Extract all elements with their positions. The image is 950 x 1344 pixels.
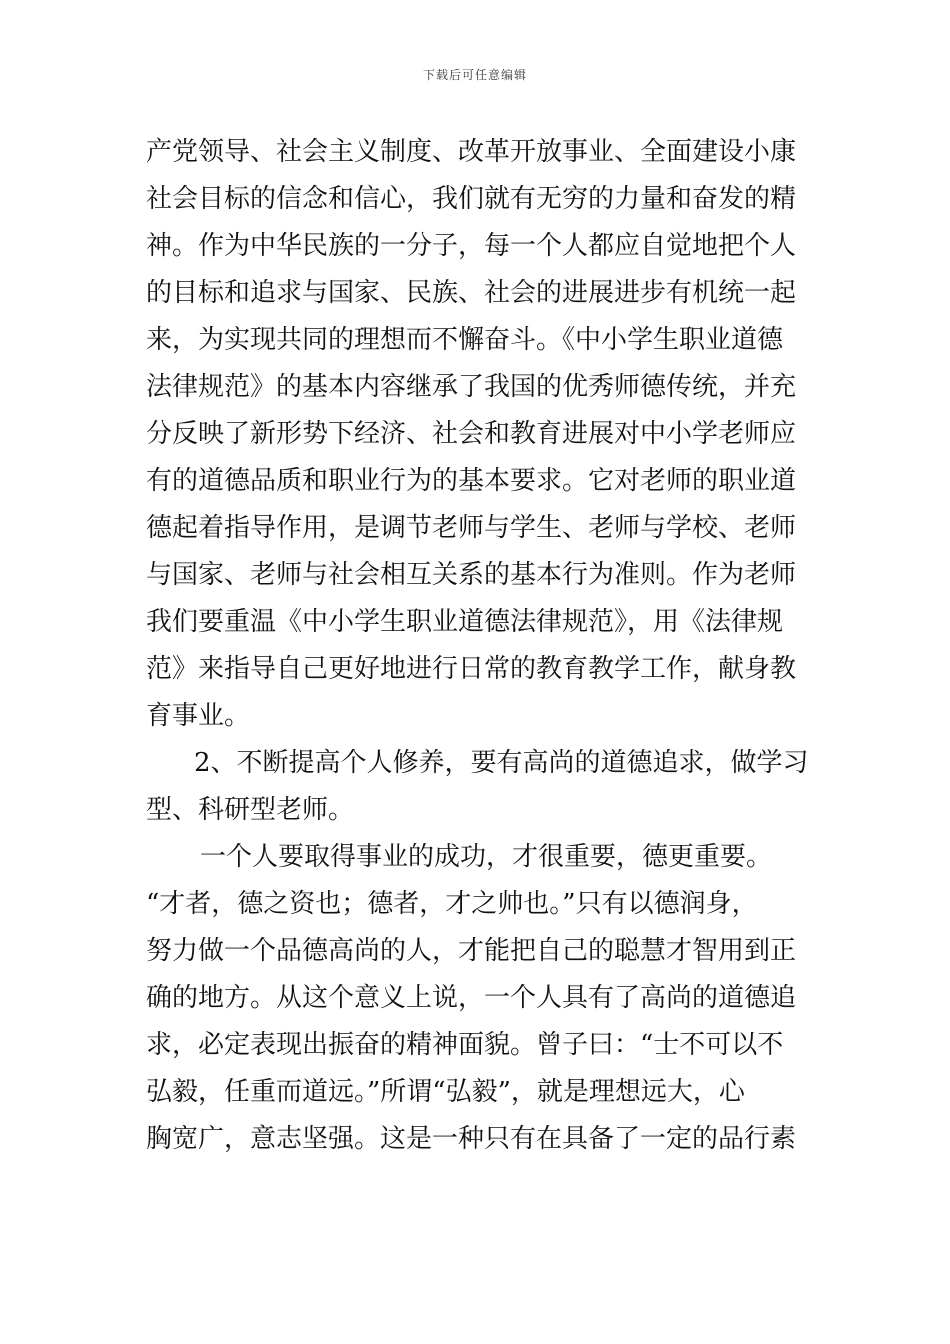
text-line: 我们要重温《中小学生职业道德法律规范》，用《法律规 (146, 607, 784, 637)
text-line: 求，必定表现出振奋的精神面貌。曾子曰：“士不可以不 (146, 1030, 784, 1060)
text-line: 来，为实现共同的理想而不懈奋斗。《中小学生职业道德 (146, 325, 784, 355)
text-line: 胸宽广，意志坚强。这是一种只有在具备了一定的品行素 (146, 1124, 797, 1154)
text-line: 努力做一个品德高尚的人，才能把自己的聪慧才智用到正 (146, 936, 797, 966)
page-header: 下载后可任意编辑 (422, 68, 527, 82)
text-line: 型、科研型老师。 (146, 795, 355, 825)
text-line: 范》来指导自己更好地进行日常的教育教学工作，献身教 (146, 654, 797, 684)
paragraph-first-line: 一个人要取得事业的成功，才很重要，德更重要。 (200, 842, 773, 872)
text-line: 神。作为中华民族的一分子，每一个人都应自觉地把个人 (146, 231, 797, 261)
text-line: 分反映了新形势下经济、社会和教育进展对中小学老师应 (146, 419, 797, 449)
section-heading-line: 2、不断提高个人修养，要有高尚的道德追求，做学习 (194, 748, 809, 778)
text-line: 弘毅，任重而道远。”所谓“弘毅”，就是理想远大，心 (146, 1077, 745, 1107)
text-line: 法律规范》的基本内容继承了我国的优秀师德传统，并充 (146, 372, 797, 402)
text-line: 德起着指导作用，是调节老师与学生、老师与学校、老师 (146, 513, 797, 543)
text-line: 确的地方。从这个意义上说，一个人具有了高尚的道德追 (146, 983, 797, 1013)
text-line: 产党领导、社会主义制度、改革开放事业、全面建设小康 (146, 137, 797, 167)
text-line: 有的道德品质和职业行为的基本要求。它对老师的职业道 (146, 466, 797, 496)
text-line: 的目标和追求与国家、民族、社会的进展进步有机统一起 (146, 278, 797, 308)
text-line: 育事业。 (146, 701, 251, 731)
text-line: 社会目标的信念和信心，我们就有无穷的力量和奋发的精 (146, 184, 797, 214)
text-line: 与国家、老师与社会相互关系的基本行为准则。作为老师 (146, 560, 797, 590)
text-line: “才者，德之资也；德者，才之帅也。”只有以德润身， (146, 889, 758, 919)
